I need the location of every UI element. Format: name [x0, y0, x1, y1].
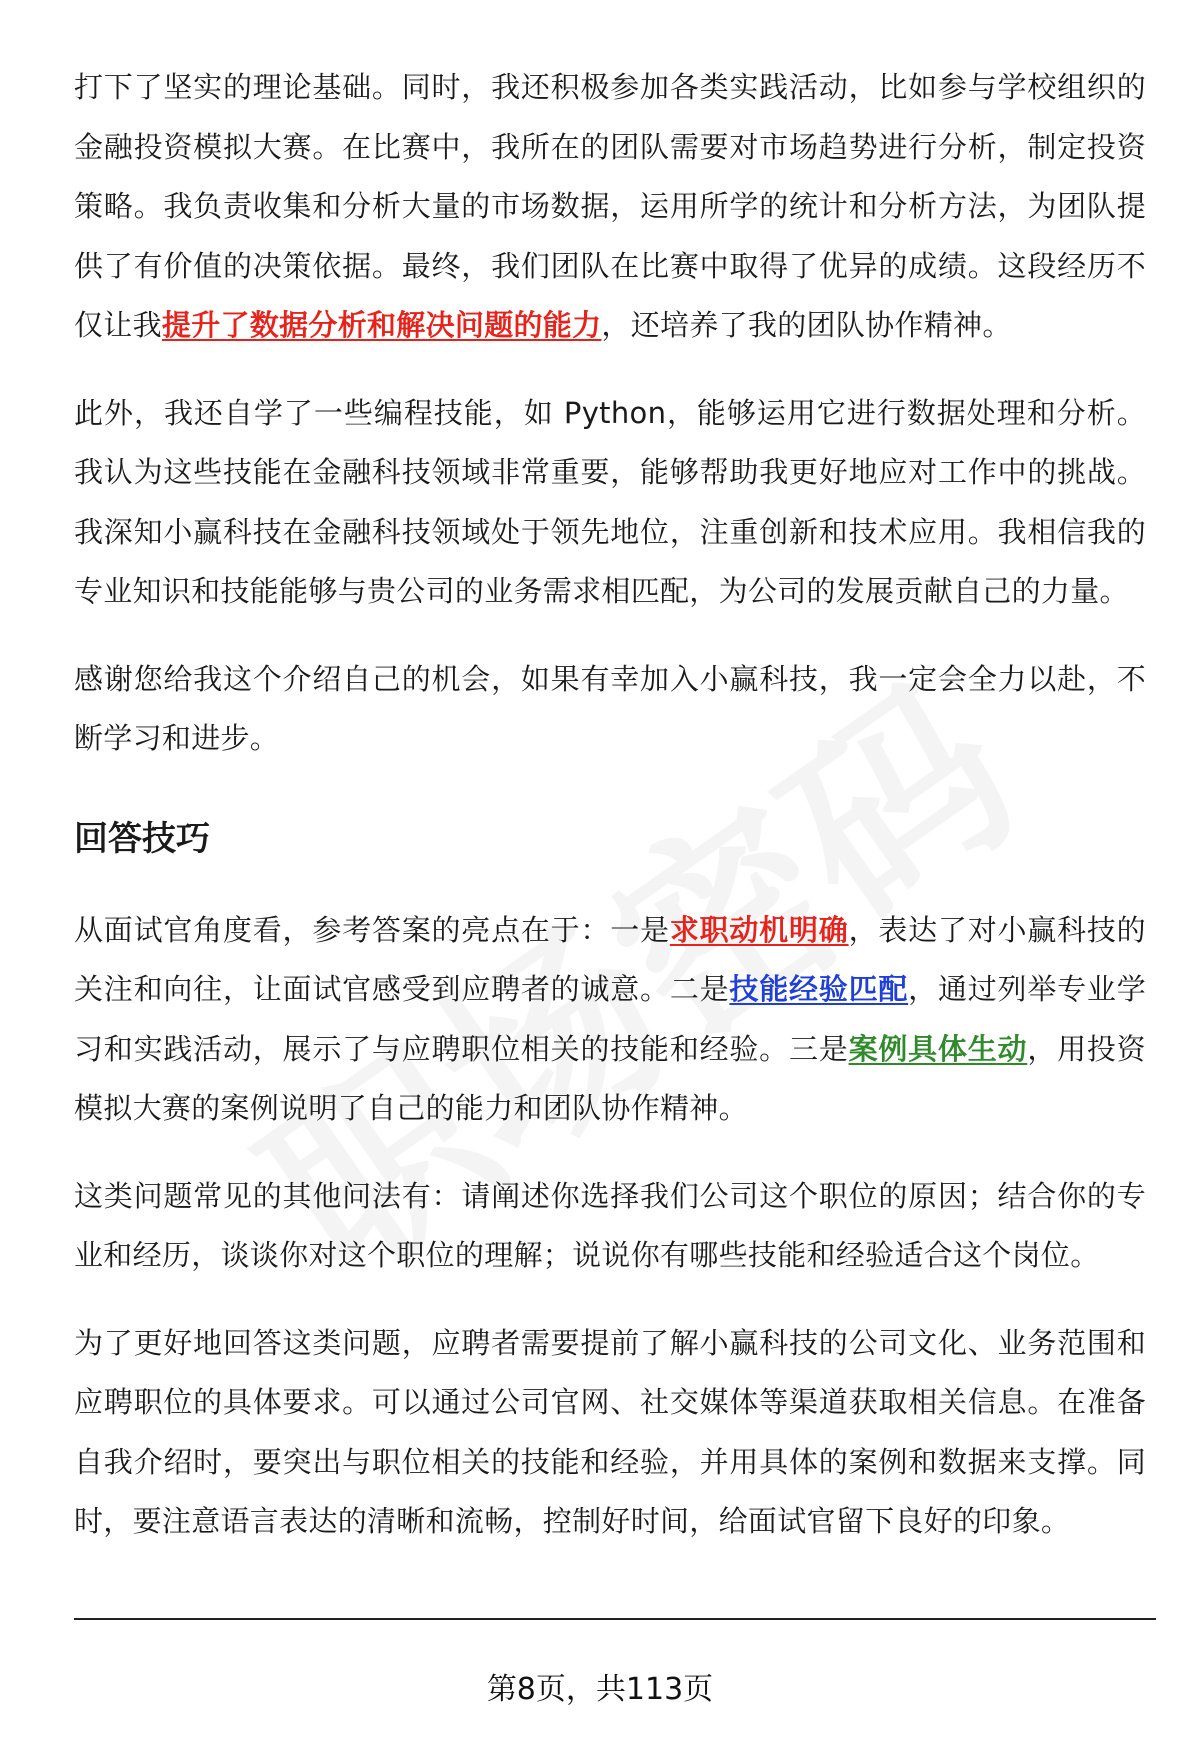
page-number: 第8页，共113页 — [486, 1672, 714, 1707]
footer-divider — [74, 1618, 1156, 1620]
paragraph-experience-tail: ，还培养了我的团队协作精神。 — [601, 308, 1012, 342]
paragraph-experience-text: 打下了坚实的理论基础。同时，我还积极参加各类实践活动，比如参与学校组织的金融投资模拟大赛。在比赛中，我所在的团队需要对市场趋势进行分析，制定投资策略。我负责收集和分析大量的市场数据，运用所学的统计和分析方法，为团队提供了有价值的决策依据。最终，我们团队在比赛中取得了优异的成绩。这段经历不仅让我 — [74, 70, 1146, 342]
paragraph-variants: 这类问题常见的其他问法有：请阐述你选择我们公司这个职位的原因；结合你的专业和经历，谈谈你对这个职位的理解；说说你有哪些技能和经验适合这个岗位。 — [74, 1178, 1146, 1272]
highlight-case: 案例具体生动 — [848, 1031, 1028, 1066]
section-title: 回答技巧 — [74, 818, 210, 859]
highlight-ability: 提升了数据分析和解决问题的能力 — [161, 308, 602, 342]
paragraph-highlights — [74, 901, 1146, 1139]
highlight-skill-match: 技能经验匹配 — [729, 972, 909, 1006]
paragraph-thanks: 感谢您给我这个介绍自己的机会，如果有幸加入小赢科技，我一定会全力以赴，不断学习和进步。 — [74, 661, 1146, 755]
highlights-text-2: ，表达了对小赢科技的关注和向往，让面试官感受到应聘者的诚意。二是 — [74, 912, 1146, 1006]
highlights-text-4: ，用投资模拟大赛的案例说明了自己的能力和团队协作精神。 — [74, 1031, 1146, 1125]
paragraph-skills: 此外，我还自学了一些编程技能，如 Python，能够运用它进行数据处理和分析。我认为这些技能在金融科技领域非常重要，能够帮助我更好地应对工作中的挑战。我深知小赢科技在金融科技领域处于领先地位，注重创新和技术应用。我相信我的专业知识和技能能够与贵公司的业务需求相匹配，为公司的发展贡献自己的力量。 — [74, 395, 1146, 608]
paragraph-experience — [74, 58, 1146, 356]
highlights-text-3: ，通过列举专业学习和实践活动，展示了与应聘职位相关的技能和经验。三是 — [74, 972, 1146, 1066]
document-body — [74, 58, 1146, 1580]
highlights-text-1: 从面试官角度看，参考答案的亮点在于：一是 — [74, 912, 670, 947]
highlight-motivation: 求职动机明确 — [669, 912, 849, 947]
paragraph-preparation: 为了更好地回答这类问题，应聘者需要提前了解小赢科技的公司文化、业务范围和应聘职位的具体要求。可以通过公司官网、社交媒体等渠道获取相关信息。在准备自我介绍时，要突出与职位相关的技能和经验，并用具体的案例和数据来支撑。同时，要注意语言表达的清晰和流畅，控制好时间，给面试官留下良好的印象。 — [74, 1325, 1146, 1538]
